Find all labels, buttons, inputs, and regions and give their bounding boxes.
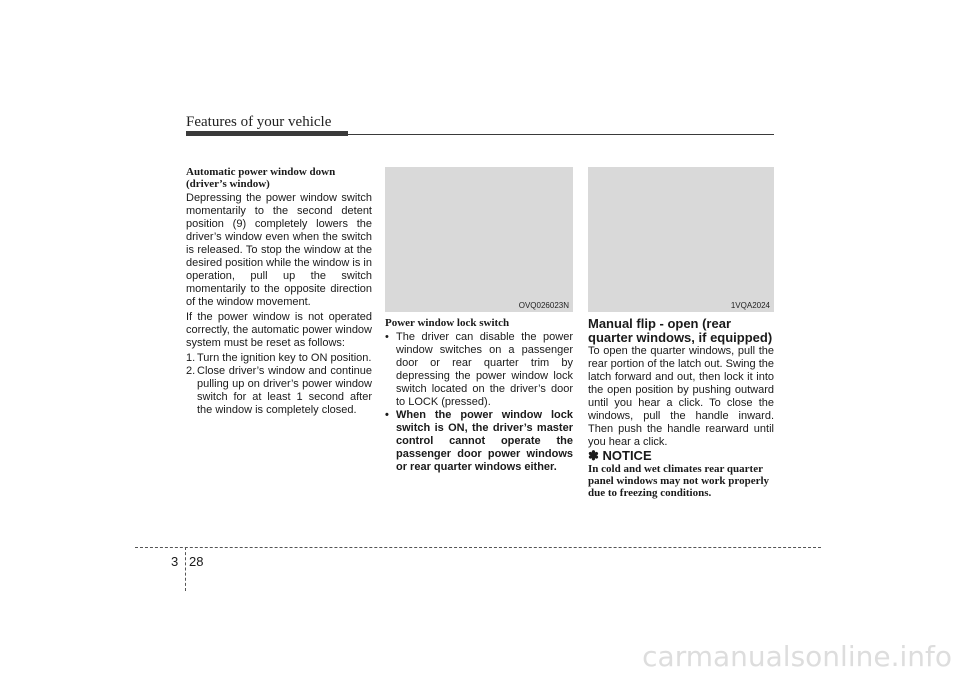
column-manual-flip-open <box>588 317 774 499</box>
step-text: Close driver’s window and continue pulling up on driver’s power window switch for at least 1 second after the window is completely closed. <box>197 365 372 416</box>
figure-code: 1VQA2024 <box>730 301 770 310</box>
list-item <box>186 352 372 365</box>
watermark-logo: carmanualsonline.info <box>642 640 952 673</box>
bullet-text: The driver can disable the power window switches on a passenger door or rear quarter trim by depressing the power window lock switch located on the driver’s door to LOCK (pressed). <box>396 331 573 408</box>
figure-quarter-window <box>588 167 774 312</box>
header-rule <box>186 134 774 135</box>
paragraph-auto-down: Depressing the power window switch momentarily to the second detent position (9) completely lowers the driver’s window even when the switch is released. To stop the window at the desired position while the window is in operation, pull up the switch momentarily to the opposite direction of the window movement. <box>186 192 372 308</box>
list-item <box>186 365 372 417</box>
figure-code: OVQ026023N <box>518 301 569 310</box>
figure-window-lock-switch <box>385 167 573 312</box>
page-header-title: Features of your vehicle <box>186 114 332 130</box>
section-heading: Power window lock switch <box>385 317 510 329</box>
footer-divider <box>185 547 186 591</box>
paragraph-flip-open: To open the quarter windows, pull the rear portion of the latch out. Swing the latch forward and out, then lock it into the open position by pushing outward until you hear a click. To close the windows, pull the handle inward. Then push the handle rearward until you hear a click. <box>588 345 774 448</box>
bullet-marker: • <box>385 331 389 343</box>
list-item <box>385 409 573 474</box>
heading-line-1: Automatic power window down <box>186 166 336 178</box>
reset-steps-list <box>186 352 372 417</box>
paragraph-reset: If the power window is not operated correctly, the automatic power window system must be reset as follows: <box>186 311 372 349</box>
notice-heading: ✽ NOTICE <box>588 448 652 463</box>
heading-line-2: (driver’s window) <box>186 178 270 190</box>
step-number: 1. <box>186 352 196 364</box>
section-heading <box>186 166 372 190</box>
lock-switch-bullets <box>385 331 573 474</box>
chapter-number: 3 <box>171 554 179 569</box>
section-heading: Manual flip - open (rear quarter windows, if equipped) <box>588 316 773 345</box>
list-item <box>385 331 573 409</box>
footer-rule <box>135 547 821 548</box>
step-number: 2. <box>186 365 196 377</box>
bullet-text-bold: When the power window lock switch is ON, the driver’s master control cannot operate the passenger door power windows or rear quarter windows either. <box>396 409 573 473</box>
column-auto-window-down <box>186 166 372 417</box>
page-number: 28 <box>189 554 204 569</box>
column-window-lock-switch <box>385 317 573 474</box>
step-text: Turn the ignition key to ON position. <box>197 352 372 364</box>
notice-text: In cold and wet climates rear quarter panel windows may not work properly due to freezing conditions. <box>588 463 770 499</box>
bullet-marker: • <box>385 409 389 421</box>
